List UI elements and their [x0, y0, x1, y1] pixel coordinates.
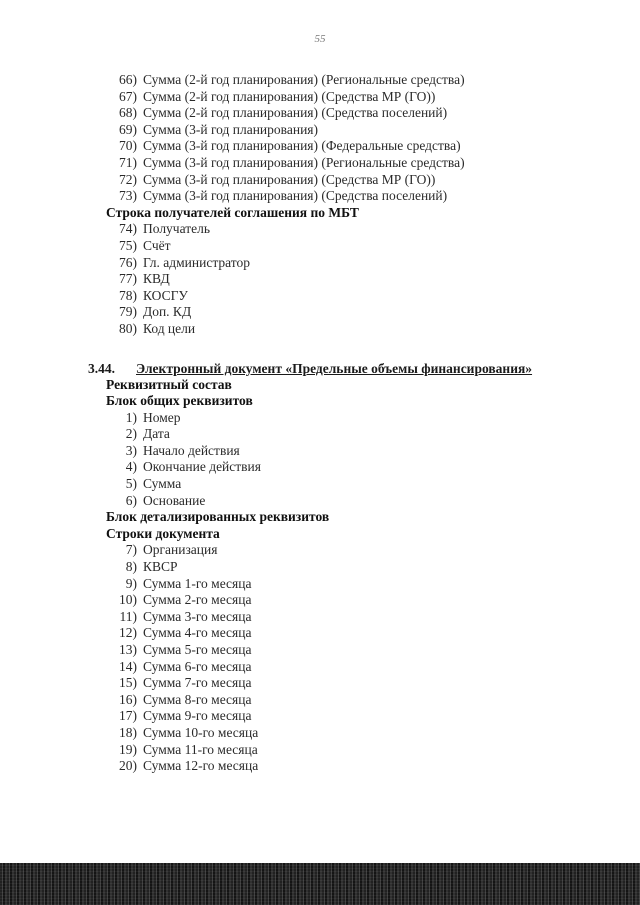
list-item — [88, 443, 598, 460]
list-item — [88, 89, 598, 106]
list-item-text: Сумма 11-го месяца — [143, 741, 258, 757]
list-item-number: 4) — [125, 459, 137, 475]
list-item-text: Код цели — [143, 320, 196, 336]
list-item — [88, 708, 598, 725]
list-item — [88, 493, 598, 510]
list-item — [88, 255, 598, 272]
section-number: 3.44. — [88, 360, 115, 376]
list-item — [88, 459, 598, 476]
list-item-text: Доп. КД — [143, 304, 192, 320]
list-item-text: Номер — [143, 409, 181, 425]
doc-rows-heading: Строки документа — [106, 525, 220, 541]
list-item-text: Сумма 3-го месяца — [143, 608, 252, 624]
recipients-heading: Строка получателей соглашения по МБТ — [106, 204, 359, 220]
general-block-heading: Блок общих реквизитов — [106, 393, 253, 409]
list-item-number: 72) — [119, 171, 137, 187]
list-item-number: 78) — [119, 287, 137, 303]
list-item-number: 67) — [119, 88, 137, 104]
list-item — [88, 725, 598, 742]
list-item-text: Сумма (3-й год планирования) (Средства поселений) — [143, 188, 448, 204]
list-item — [88, 271, 598, 288]
list-item — [88, 105, 598, 122]
list-item-text: Сумма 10-го месяца — [143, 724, 259, 740]
list-item-number: 2) — [125, 426, 137, 442]
list-item-number: 18) — [119, 724, 137, 740]
list-item-text: Сумма 4-го месяца — [143, 625, 252, 641]
list-item-number: 75) — [119, 237, 137, 253]
list-item-number: 70) — [119, 138, 137, 154]
list-item-text: КВД — [143, 271, 170, 287]
list-item-number: 8) — [125, 559, 137, 575]
list-item-text: Сумма 2-го месяца — [143, 592, 252, 608]
list-item-text: Счёт — [143, 237, 171, 253]
list-item — [88, 659, 598, 676]
list-item-number: 15) — [119, 675, 137, 691]
list-item — [88, 122, 598, 139]
list-item-text: Начало действия — [143, 442, 240, 458]
list-item-text: Гл. администратор — [143, 254, 251, 270]
list-item-number: 12) — [119, 625, 137, 641]
list-item — [88, 321, 598, 338]
list-item — [88, 155, 598, 172]
list-item-number: 66) — [119, 72, 137, 87]
list-general-fields — [88, 410, 598, 510]
list-item-text: Сумма (2-й год планирования) (Средства МР (ГО)) — [143, 88, 436, 104]
list-item-text: Сумма (2-й год планирования) (Региональные средства) — [143, 72, 465, 87]
list-item-number: 71) — [119, 154, 137, 170]
list-item — [88, 72, 598, 89]
list-item — [88, 742, 598, 759]
page-number: 55 — [314, 33, 326, 45]
document-body — [88, 72, 598, 775]
detail-block-heading: Блок детализированных реквизитов — [106, 509, 330, 525]
list-item-text: Сумма (3-й год планирования) (Федеральные средства) — [143, 138, 461, 154]
list-item — [88, 188, 598, 205]
list-item-text: Дата — [143, 426, 170, 442]
list-item-number: 13) — [119, 642, 137, 657]
list-item-number: 69) — [119, 121, 137, 137]
list-item-number: 14) — [119, 658, 137, 674]
list-item-number: 80) — [119, 320, 137, 336]
list-item-text: Окончание действия — [143, 459, 261, 475]
list-item-number: 16) — [119, 691, 137, 707]
list-item-text: Сумма (3-й год планирования) (Региональные средства) — [143, 154, 465, 170]
list-item-text: Организация — [143, 542, 218, 558]
section-heading — [88, 360, 598, 377]
list-recipient-fields — [88, 221, 598, 337]
list-item — [88, 288, 598, 305]
list-item-text: Сумма 9-го месяца — [143, 708, 252, 724]
list-item — [88, 476, 598, 493]
list-item-number: 7) — [125, 542, 137, 558]
list-item — [88, 692, 598, 709]
list-item-number: 17) — [119, 708, 137, 724]
section-title: Электронный документ «Предельные объемы финансирования» — [136, 360, 533, 376]
list-item-text: Сумма 1-го месяца — [143, 575, 252, 591]
list-item-text: Сумма (3-й год планирования) (Средства МР (ГО)) — [143, 171, 436, 187]
list-item — [88, 758, 598, 775]
list-item-number: 11) — [119, 608, 137, 624]
list-item — [88, 172, 598, 189]
list-item-number: 68) — [119, 105, 137, 121]
list-item-text: Сумма 7-го месяца — [143, 675, 252, 691]
list-item-text: Сумма 5-го месяца — [143, 642, 252, 657]
list-item-number: 74) — [119, 221, 137, 237]
list-item-number: 77) — [119, 271, 137, 287]
list-item — [88, 542, 598, 559]
list-item-text: Получатель — [143, 221, 211, 237]
list-item-number: 73) — [119, 188, 137, 204]
list-item-text: КВСР — [143, 559, 178, 575]
list-planning-sums — [88, 72, 598, 205]
list-item — [88, 592, 598, 609]
list-item-number: 6) — [125, 492, 137, 508]
list-item-text: Сумма 12-го месяца — [143, 758, 259, 774]
list-item-number: 76) — [119, 254, 137, 270]
list-item — [88, 642, 598, 659]
composition-heading: Реквизитный состав — [106, 376, 232, 392]
list-item-text: Сумма (3-й год планирования) — [143, 121, 318, 137]
list-item-number: 19) — [119, 741, 137, 757]
list-item-number: 3) — [125, 442, 137, 458]
list-item-number: 20) — [119, 758, 137, 774]
list-item-text: КОСГУ — [143, 287, 188, 303]
list-item — [88, 609, 598, 626]
list-doc-row-fields — [88, 542, 598, 774]
list-item-number: 1) — [125, 409, 137, 425]
list-item-number: 79) — [119, 304, 137, 320]
list-item-number: 5) — [125, 476, 137, 492]
list-item — [88, 221, 598, 238]
list-item-text: Основание — [143, 492, 206, 508]
list-item — [88, 625, 598, 642]
list-item-text: Сумма 8-го месяца — [143, 691, 252, 707]
list-item — [88, 576, 598, 593]
list-item — [88, 238, 598, 255]
list-item — [88, 410, 598, 427]
list-item-text: Сумма 6-го месяца — [143, 658, 252, 674]
list-item-number: 9) — [125, 575, 137, 591]
list-item — [88, 138, 598, 155]
list-item — [88, 559, 598, 576]
list-item — [88, 675, 598, 692]
list-item-text: Сумма — [143, 476, 182, 492]
list-item-number: 10) — [119, 592, 137, 608]
scan-edge-noise — [0, 863, 640, 905]
list-item-text: Сумма (2-й год планирования) (Средства поселений) — [143, 105, 448, 121]
list-item — [88, 304, 598, 321]
list-item — [88, 426, 598, 443]
